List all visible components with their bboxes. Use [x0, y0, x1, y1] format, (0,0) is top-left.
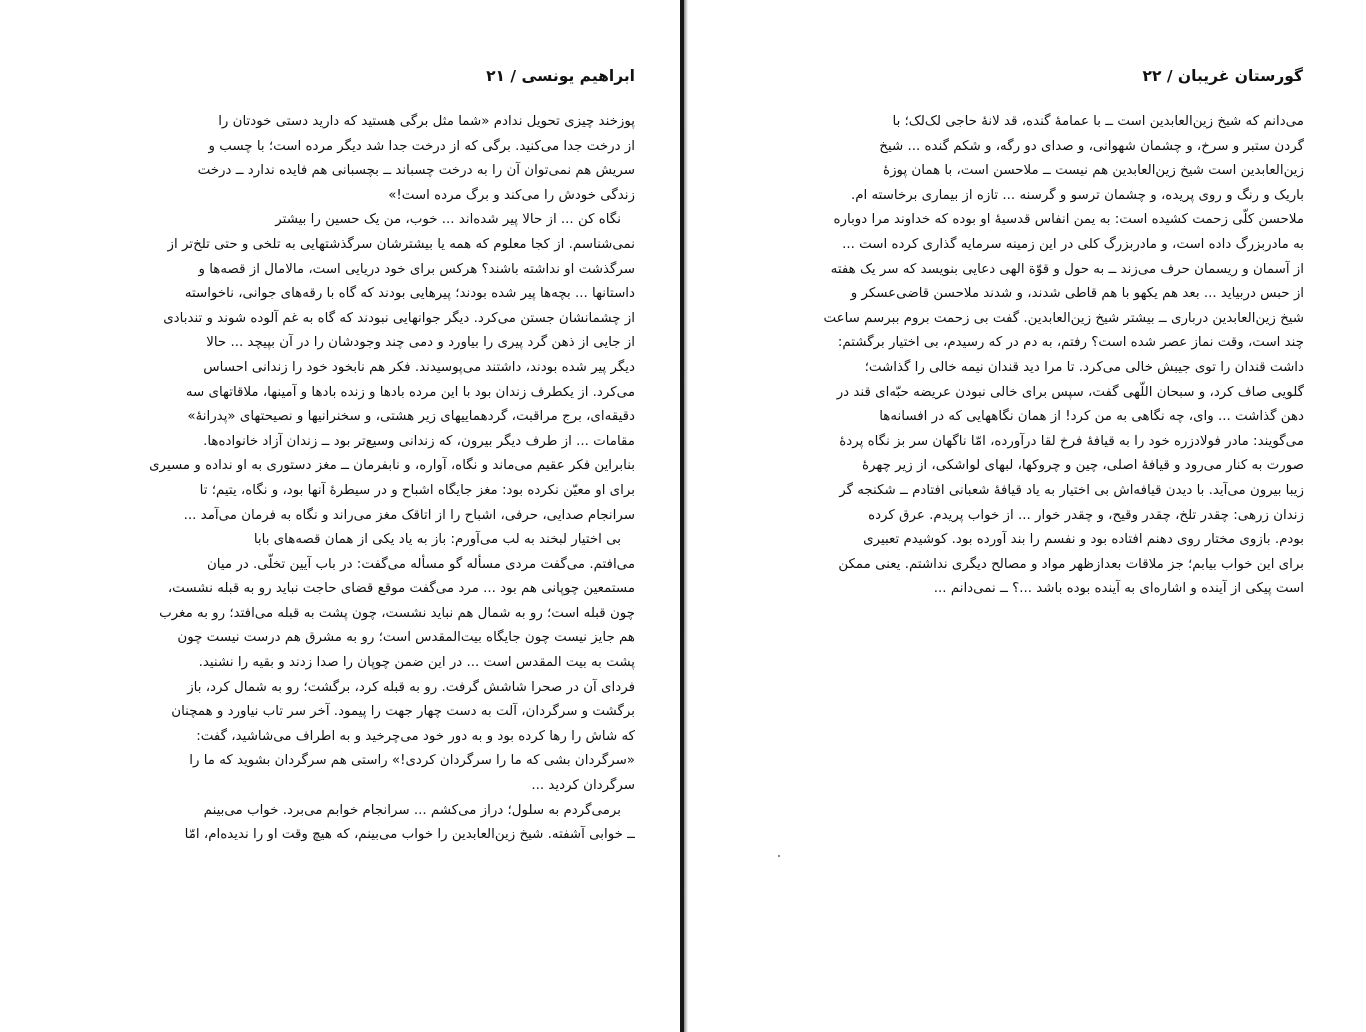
scan-speck [778, 855, 780, 857]
text-line: ملاحسن کلّی زحمت کشیده است: به یمن انفاس قدسیهٔ او بوده که خداوند مرا دوباره [833, 212, 1304, 228]
text-line: برای او معیّن نکرده بود: مغز جایگاه اشباح و در سیطرهٔ آنها بود، و نگاه، یتیم؛ تا [199, 482, 635, 498]
text-line: سرگذشت او نداشته باشند؟ هرکس برای خود دریایی است، مالامال از قصه‌ها و [198, 261, 635, 277]
left-page [0, 0, 680, 1032]
text-line: گلویی صاف کرد، و سبحان اللّهی گفت، سپس برای خالی نبودن عریضه حبّه‌ای قند در [836, 384, 1304, 400]
gutter-shadow [684, 0, 688, 1032]
text-line: از جایی از ذهن گرد پیری را بیاورد و دمی چند وجودشان را در آن بپیچد ... حالا [206, 335, 635, 351]
text-line: صورت به کنار می‌رود و قیافهٔ اصلی، چین و چروکها، لبهای لواشکی، از زیر چهرهٔ [862, 458, 1304, 474]
text-line: «سرگردان بشی که ما را سرگردان کردی!» راستی هم سرگردان بشوید که ما را [189, 753, 635, 769]
text-line: از آسمان و ریسمان حرف می‌زند ــ به حول و قوّة الهی دعایی بنویسد که سر یک هفته [830, 261, 1304, 277]
text-line: برگشت و سرگردان، آلت به دست چهار جهت را پیمود. آخر سر تاب نیاورد و همچنان [171, 704, 635, 720]
text-line: داشت قندان را توی جیبش خالی می‌کرد. تا مرا دید قندان نیمه خالی را گذاشت؛ [864, 359, 1304, 375]
text-line: می‌کرد. از یکطرف زندان بود با این مرده بادها و زنده بادها و آمینها، ملاقاتهای سه [185, 384, 635, 400]
text-line: نگاه کن ... از حالا پیر شده‌اند ... خوب، من یک حسین را بیشتر [275, 212, 621, 228]
text-line: داستانها ... بچه‌ها پیر شده بودند؛ پیرهایی بودند که گاه با رقه‌های جوانی، ناخواسته [184, 286, 635, 302]
text-line: زندان زرهی: چقدر تلخ، چقدر وقیح، و چقدر خوار ... از خواب پریدم. عرق کرده [868, 507, 1304, 523]
text-line: شیخ زین‌العابدین درباری ــ بیشتر شیخ زین‌العابدین. گفت بی زحمت بروم ببرسم ساعت [823, 310, 1304, 326]
text-line: دهن گذاشت ... وای، چه نگاهی به من کرد! از همان نگاههایی که در افسانه‌ها [879, 409, 1304, 425]
text-line: پشت به بیت المقدس است ... در این ضمن چوپان را صدا زدند و بقیه را نشنید. [198, 655, 635, 671]
text-line: بنابراین فکر عقیم می‌ماند و نگاه، آواره، و نابفرمان ــ مغز دستوری به او نداده و مسیری [149, 458, 635, 474]
text-line: پوزخند چیزی تحویل ندادم «شما مثل برگی هستید که دارید دستی خودتان را [218, 114, 635, 129]
text-line: باریک و رنگ و روی پریده، و چشمان ترسو و گرسنه ... تازه از بیماری برخاسته ام. [850, 187, 1304, 203]
text-line: است پیکی از آینده و اشاره‌ای به آینده بوده باشد ...؟ ــ نمی‌دانم ... [933, 581, 1304, 597]
text-line: مستمعین چوپانی هم بود ... مرد می‌گفت موقع قضای حاجت نباید رو به قبله نشست، [167, 581, 635, 597]
text-line: می‌گویند: مادر فولادزره خود را به قیافهٔ فرخ لقا درآورده، امّا ناگهان سر بز نگاه پردهٔ [839, 433, 1304, 449]
text-line: به مادربزرگ داده است، و مادربزرگ کلی در این زمینه سرمایه گذاری کرده است ... [842, 236, 1304, 252]
text-line: از درخت جدا می‌کنید. برگی که از درخت جدا شد دیگر مرده است؛ با چسب و [208, 138, 635, 154]
text-line: دیگر پیر شده بودند، داشتند می‌پوسیدند. فکر هم نابخود خود را زندانی احساس [203, 359, 635, 375]
text-line: هم جایز نیست چون جایگاه بیت‌المقدس است؛ رو به مشرق هم درست نیست چون [177, 630, 635, 646]
text-line: سرانجام صدایی، حرفی، اشباح را از اتاقک مغز می‌راند و نگاه به فرمان می‌آمد ... [183, 507, 635, 523]
text-line: فردای آن در صحرا شاشش گرفت. رو به قبله کرد، برگشت؛ رو به شمال کرد، باز [187, 679, 635, 695]
text-line: ــ خوابی آشفته. شیخ زین‌العابدین را خواب می‌بینم، که هیچ وقت او را ندیده‌ام، امّا [184, 827, 635, 843]
text-line: از چشمانشان جستن می‌کرد. دیگر جوانهایی نبودند که گاه به غم آلوده شوند و تندبادی [163, 310, 635, 326]
text-line: برمی‌گردم به سلول؛ دراز می‌کشم ... سرانجام خوابم می‌برد. خواب می‌بینم [203, 802, 621, 818]
text-line: بودم. بازوی مختار روی دهنم افتاده بود و نفسم را بند آورده بود. کوشیدم تعبیری [863, 532, 1304, 548]
text-line: چند است، وقت نماز عصر شده است؟ رفتم، به دم در که رسیدم، بی اختیار برگشتم: [837, 335, 1304, 351]
left-page-body [55, 110, 635, 848]
text-line: نمی‌شناسم. از کجا معلوم که همه یا بیشترشان سرگذشتهایی به تلخی و حتی تلخ‌تر از [167, 236, 635, 252]
text-line: زندگی خودش را می‌کند و برگ مرده است!» [388, 187, 635, 203]
text-line: مقامات ... از طرف دیگر بیرون، که زندانی وسیع‌تر بود ــ زندان آزاد خانواده‌ها. [203, 433, 635, 449]
right-page [690, 0, 1366, 1032]
text-line: چون قبله است؛ رو به شمال هم نباید نشست، چون پشت به قبله می‌افتد؛ رو به مغرب [159, 605, 635, 621]
right-page-header: ۲۲ / گورستان غریبان [1142, 67, 1303, 85]
text-line: گردن ستبر و سرخ، و چشمان شهوانی، و صدای دو رگه، و شکم گنده ... شیخ [879, 138, 1304, 154]
text-line: از حبس دربیاید ... بعد هم یکهو با هم قاطی شدند، و شدند ملاحسن قاضی‌عسکر و [850, 286, 1304, 302]
text-line: سریش هم نمی‌توان آن را به درخت چسباند ــ بچسبانی هم فایده ندارد ــ درخت [197, 163, 635, 179]
text-line: زین‌العابدین است شیخ زین‌العابدین هم نیست ــ ملاحسن است، با همان پوزهٔ [883, 163, 1304, 179]
text-line: می‌افتم. می‌گفت مردی مسأله گو مسأله می‌گفت: در باب آیین تخلّی. در میان [206, 556, 635, 572]
text-line: که شاش را رها کرده بود و به دور خود می‌چرخید و به اطراف می‌شاشید، گفت: [196, 728, 635, 744]
text-line: زیبا بیرون می‌آید. با دیدن قیافه‌اش بی اختیار به یاد قیافهٔ شعبانی افتادم ــ شکنجه گر [839, 482, 1304, 498]
text-line: دقیقه‌ای، برج مراقبت، گردهماییهای زیر هشتی، و سخنرانیها و نصیحتهای «پدرانهٔ» [187, 409, 635, 425]
text-line: سرگردان کردید ... [531, 778, 635, 794]
text-line: می‌دانم که شیخ زین‌العابدین است ــ با عمامهٔ گنده، قد لانهٔ حاجی لک‌لک؛ با [892, 114, 1304, 129]
right-page-body [762, 110, 1304, 602]
text-line: برای این خواب بیابم؛ جز ملاقات بعدازظهر مواد و مصالح دیگری نداشتم. یعنی ممکن [838, 556, 1304, 572]
left-page-header: ابراهیم یونسی / ۲۱ [486, 67, 635, 85]
text-line: بی اختیار لبخند به لب می‌آورم: باز به یاد یکی از همان قصه‌های بابا [253, 532, 621, 548]
